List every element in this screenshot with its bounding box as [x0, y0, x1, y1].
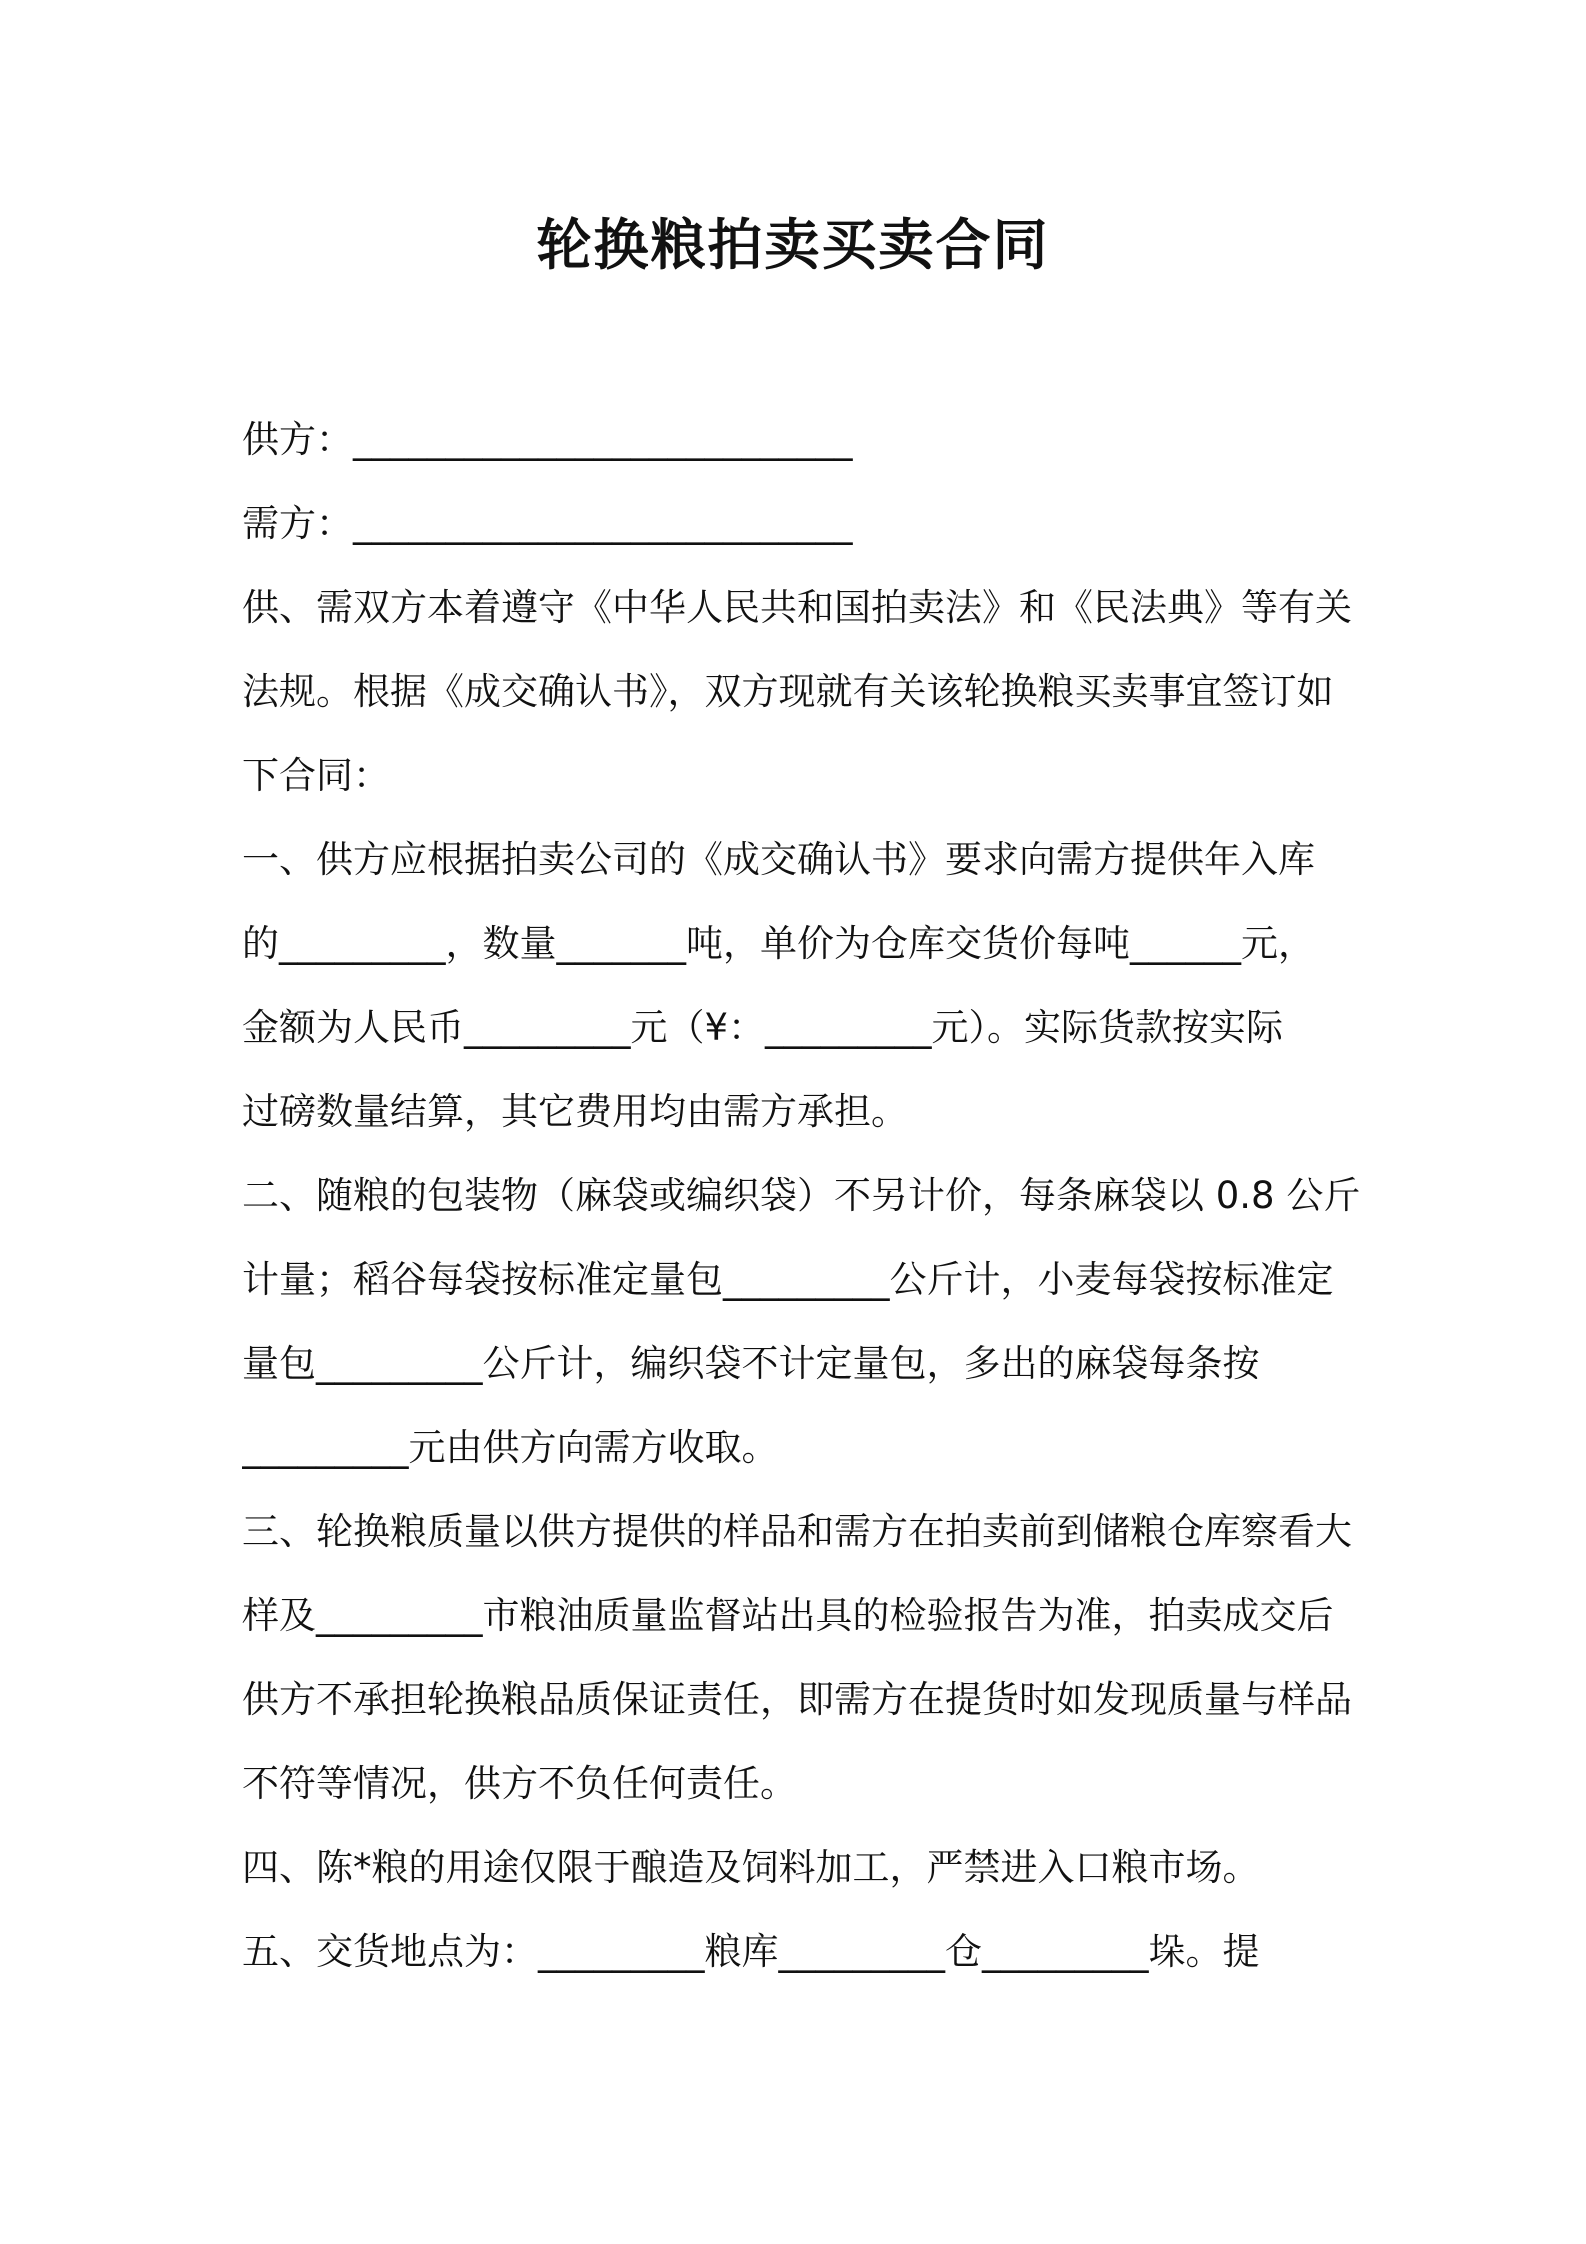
supplier-line: 供方：___________________________	[242, 418, 853, 461]
clause-1-line-1: 一、供方应根据拍卖公司的《成交确认书》要求向需方提供年入库	[242, 838, 1315, 881]
clause-2-line-1: 二、随粮的包装物（麻袋或编织袋）不另计价，每条麻袋以 0.8 公斤	[242, 1174, 1361, 1217]
clause-5-line-1: 五、交货地点为：_________粮库_________仓_________垛。提	[242, 1930, 1260, 1973]
clause-3-line-4: 不符等情况，供方不负任何责任。	[242, 1762, 797, 1805]
clause-3-line-3: 供方不承担轮换粮品质保证责任，即需方在提货时如发现质量与样品	[242, 1678, 1352, 1721]
clause-2-line-3: 量包_________公斤计，编织袋不计定量包，多出的麻袋每条按	[242, 1342, 1260, 1385]
clause-1-line-2: 的_________，数量_______吨，单价为仓库交货价每吨______元，	[242, 922, 1315, 965]
clause-4-line-1: 四、陈*粮的用途仅限于酿造及饲料加工，严禁进入口粮市场。	[242, 1846, 1260, 1889]
clause-3-line-1: 三、轮换粮质量以供方提供的样品和需方在拍卖前到储粮仓库察看大	[242, 1510, 1352, 1553]
contract-body	[242, 398, 1362, 1994]
clause-1-line-3: 金额为人民币_________元（¥：_________元）。实际货款按实际	[242, 1006, 1284, 1049]
preamble-line-3: 下合同：	[242, 754, 390, 797]
document-title: 轮换粮拍卖买卖合同	[536, 213, 1050, 277]
buyer-line: 需方：___________________________	[242, 502, 853, 545]
clause-3-line-2: 样及_________市粮油质量监督站出具的检验报告为准，拍卖成交后	[242, 1594, 1334, 1637]
preamble-line-1: 供、需双方本着遵守《中华人民共和国拍卖法》和《民法典》等有关	[242, 586, 1352, 629]
clause-1-line-4: 过磅数量结算，其它费用均由需方承担。	[242, 1090, 908, 1133]
clause-2-line-4: _________元由供方向需方收取。	[242, 1426, 779, 1469]
preamble-line-2: 法规。根据《成交确认书》，双方现就有关该轮换粮买卖事宜签订如	[242, 670, 1334, 713]
clause-2-line-2: 计量；稻谷每袋按标准定量包_________公斤计，小麦每袋按标准定	[242, 1258, 1334, 1301]
